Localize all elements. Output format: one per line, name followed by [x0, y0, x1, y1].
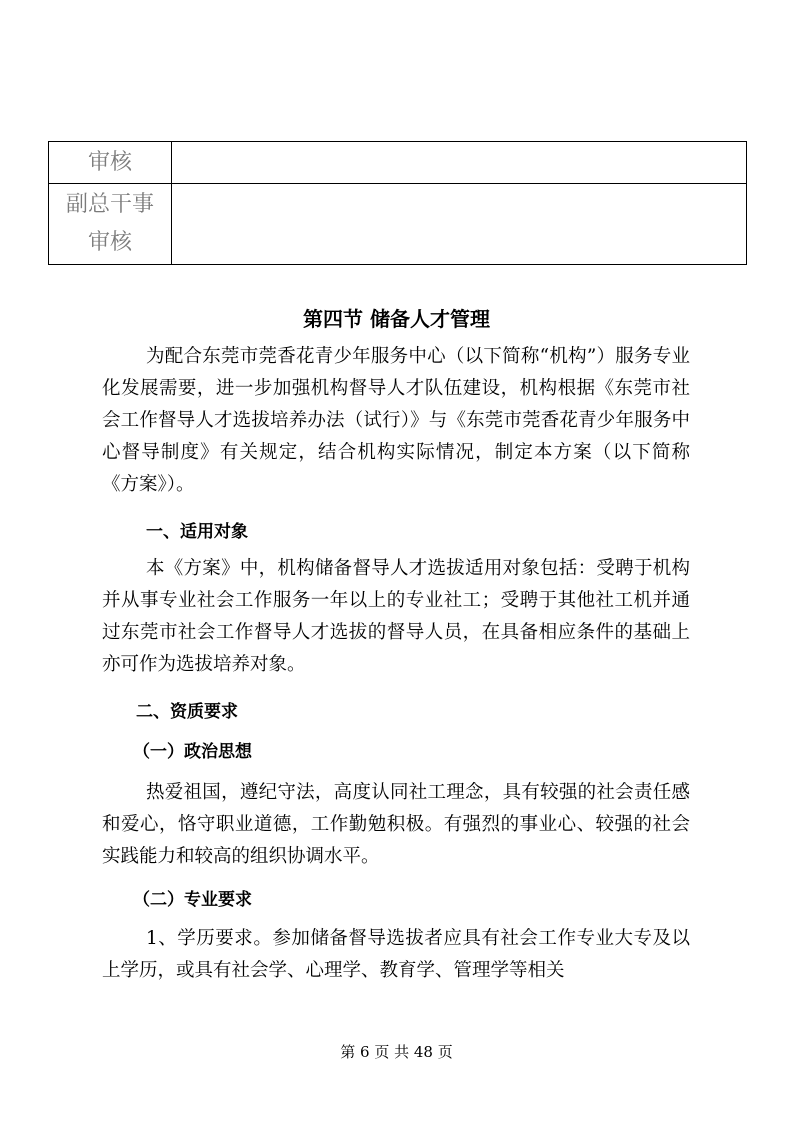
page-footer: 第 6 页 共 48 页	[340, 1043, 453, 1061]
subheading-political: （一）政治思想	[133, 742, 252, 762]
heading-applicable-targets: 一、适用对象	[146, 522, 248, 542]
paragraph-professional: 1、学历要求。参加储备督导选拔者应具有社会工作专业大专及以上学历，或具有社会学、心理学、教育学、管理学等相关	[102, 928, 690, 981]
approval-table	[48, 141, 747, 265]
approval-row-deputy-review	[49, 184, 747, 265]
approval-label-review	[49, 142, 172, 184]
heading-qualification: 二、资质要求	[136, 702, 238, 722]
approval-label-line: 审核	[87, 149, 132, 175]
approval-row-review	[49, 142, 747, 184]
approval-label-line: 副总干事	[65, 192, 154, 217]
paragraph-applicable-targets: 本《方案》中，机构储备督导人才选拔适用对象包括：受聘于机构并从事专业社会工作服务一年以上的专业社工；受聘于其他社工机并通过东莞市社会工作督导人才选拔的督导人员，在具备相应条件的基础上亦可作为选拔培养对象。	[102, 558, 690, 675]
paragraph-political: 热爱祖国，遵纪守法，高度认同社工理念，具有较强的社会责任感和爱心，恪守职业道德，工作勤勉积极。有强烈的事业心、较强的社会实践能力和较高的组织协调水平。	[102, 782, 690, 867]
approval-value-review	[172, 142, 747, 184]
section-title: 第四节 储备人才管理	[303, 307, 490, 331]
subheading-professional: （二）专业要求	[133, 890, 252, 910]
approval-label-line: 审核	[87, 230, 132, 255]
approval-label-deputy-review	[49, 184, 172, 265]
intro-paragraph: 为配合东莞市莞香花青少年服务中心（以下简称“机构”）服务专业化发展需要，进一步加强机构督导人才队伍建设，机构根据《东莞市社会工作督导人才选拔培养办法（试行）》与《东莞市莞香花青少年服务中心督导制度》有关规定，结合机构实际情况，制定本方案（以下简称《方案》）。	[102, 346, 690, 495]
approval-value-deputy-review	[172, 184, 747, 265]
